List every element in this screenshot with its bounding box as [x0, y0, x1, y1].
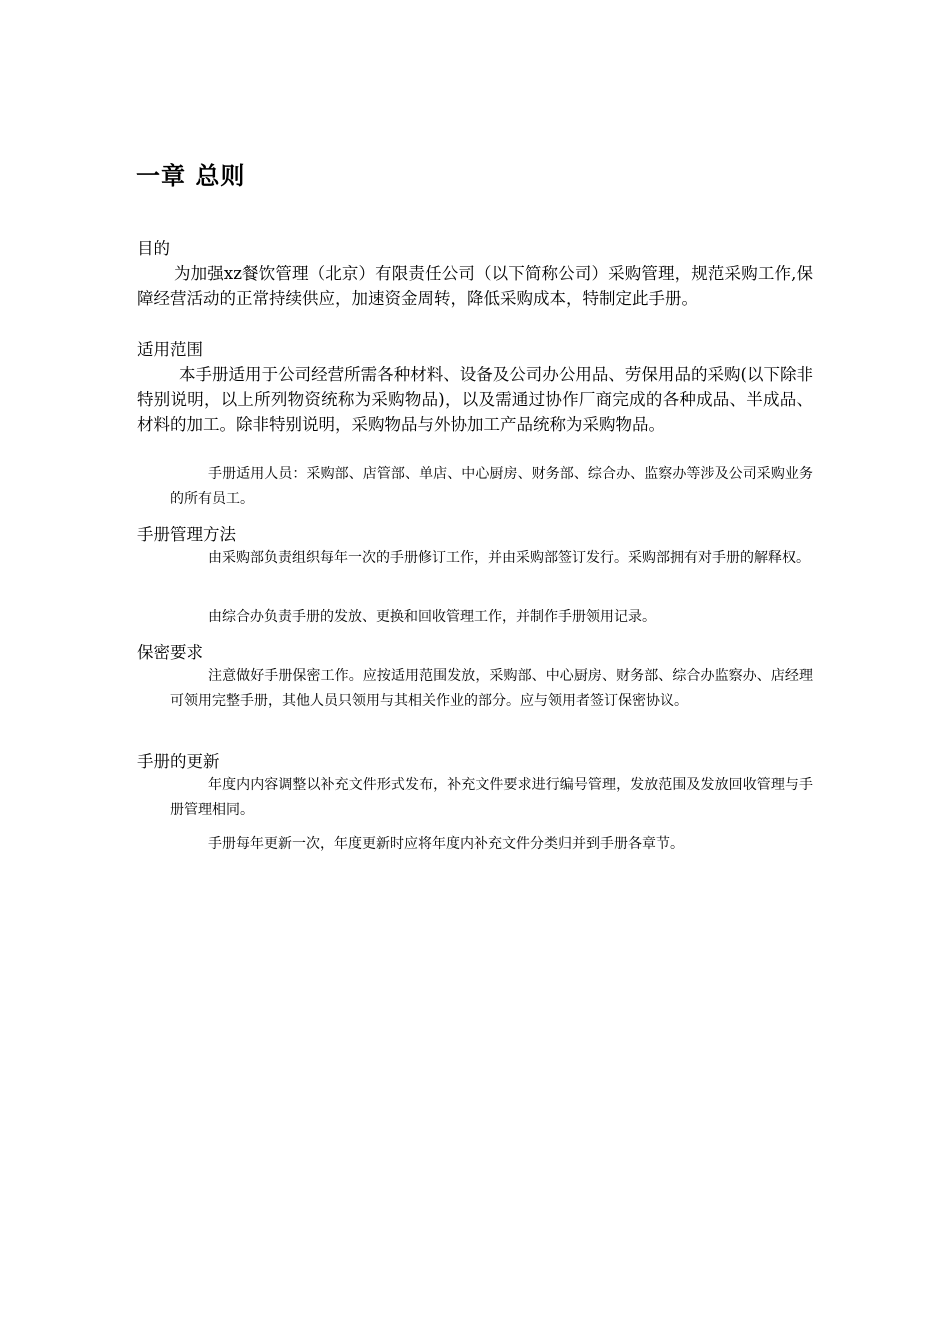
management-paragraph-2: 由综合办负责手册的发放、更换和回收管理工作，并制作手册领用记录。 [208, 609, 656, 625]
update-paragraph-1: 年度内内容调整以补充文件形式发布，补充文件要求进行编号管理，发放范围及发放回收管理与手册管理相同。 [170, 777, 813, 818]
purpose-paragraph: 为加强xz餐饮管理（北京）有限责任公司（以下简称公司）采购管理，规范采购工作,保障经营活动的正常持续供应，加速资金周转，降低采购成本，特制定此手册。 [137, 264, 813, 308]
scope-paragraph: 本手册适用于公司经营所需各种材料、设备及公司办公用品、劳保用品的采购(以下除非特别说明，以上所列物资统称为采购物品)，以及需通过协作厂商完成的各种成品、半成品、材料的加工。除非特别说明，采购物品与外协加工产品统称为采购物品。 [137, 365, 813, 434]
scope-personnel-paragraph: 手册适用人员：采购部、店管部、单店、中心厨房、财务部、综合办、监察办等涉及公司采购业务的所有员工。 [170, 466, 813, 507]
section-heading-update: 手册的更新 [137, 752, 220, 771]
section-heading-purpose: 目的 [137, 239, 170, 258]
management-paragraph-1: 由采购部负责组织每年一次的手册修订工作，并由采购部签订发行。采购部拥有对手册的解释权。 [208, 550, 810, 566]
section-heading-management: 手册管理方法 [137, 525, 236, 544]
confidentiality-paragraph: 注意做好手册保密工作。应按适用范围发放，采购部、中心厨房、财务部、综合办监察办、店经理可领用完整手册，其他人员只领用与其相关作业的部分。应与领用者签订保密协议。 [170, 668, 813, 709]
update-paragraph-2: 手册每年更新一次，年度更新时应将年度内补充文件分类归并到手册各章节。 [208, 836, 684, 852]
section-heading-confidentiality: 保密要求 [137, 643, 203, 662]
chapter-title: 一章 总则 [136, 162, 246, 190]
section-heading-scope: 适用范围 [137, 340, 203, 359]
